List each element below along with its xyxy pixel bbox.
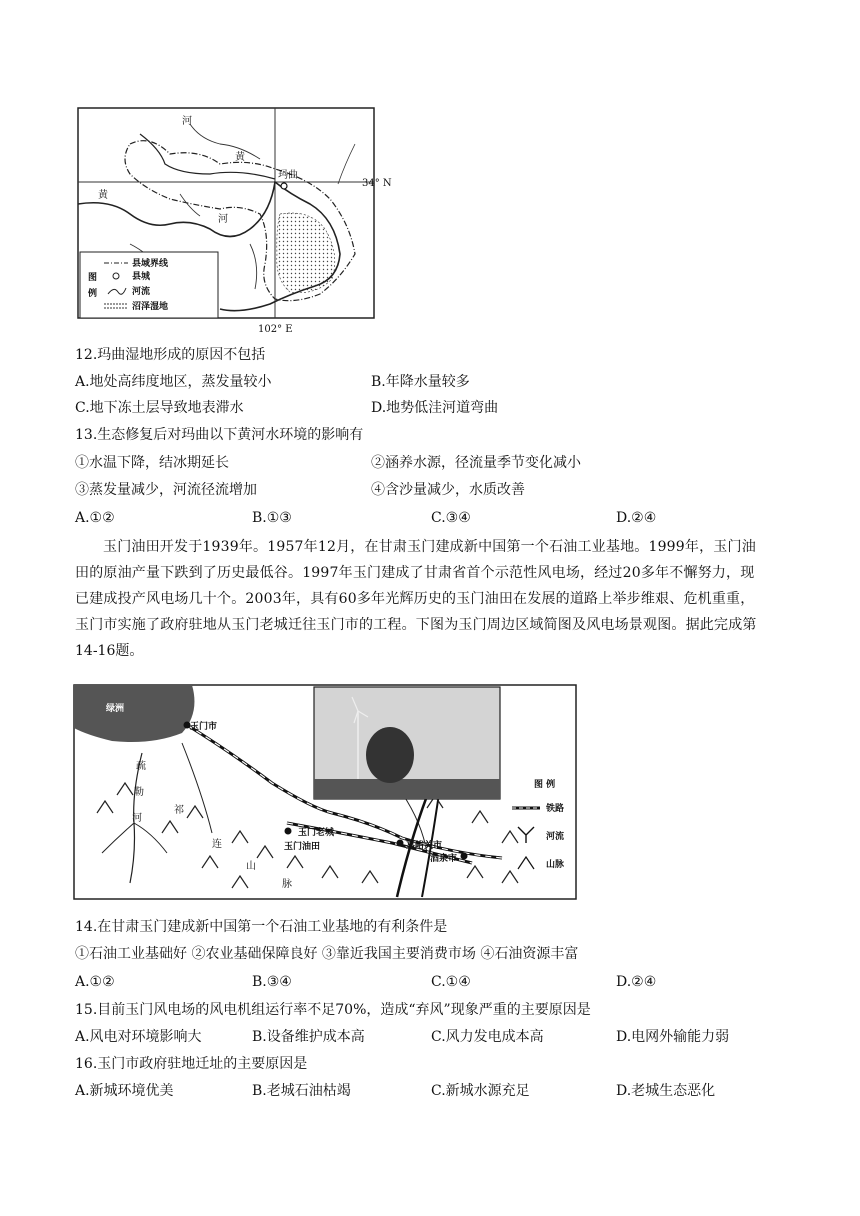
map1-label-river-he-lower: 河 — [218, 214, 228, 225]
q13-stem: 13.生态修复后对玛曲以下黄河水环境的影响有 — [75, 427, 364, 443]
q14-option-d: D.②④ — [616, 974, 657, 990]
q13-choice-1: ①水温下降，结冰期延长 — [75, 455, 229, 471]
q13-choice-2: ②涵养水源，径流量季节变化减小 — [371, 455, 581, 471]
map1-legend — [80, 252, 218, 318]
map1-label-river-huang-left: 黄 — [98, 190, 108, 201]
map2-label-shu: 疏 — [136, 761, 146, 772]
map1-legend-item-3: 沼泽湿地 — [132, 302, 169, 312]
map1-legend-title-1: 图 — [88, 273, 98, 283]
map2-legend-item-1: 河流 — [546, 832, 565, 842]
q13-option-d: D.②④ — [616, 510, 657, 526]
map2-label-old-town: 玉门老城 — [298, 828, 335, 838]
q16-stem: 16.玉门市政府驻地迁址的主要原因是 — [75, 1056, 308, 1072]
q12-option-b: B.年降水量较多 — [371, 374, 470, 390]
q13-choice-4: ④含沙量减少，水质改善 — [371, 482, 525, 498]
map2-label-mai: 脉 — [282, 879, 292, 890]
q14-option-a: A.①② — [75, 974, 115, 990]
map1-latitude-label: 34° N — [362, 178, 392, 189]
wind-farm-photo — [314, 687, 500, 799]
q13-choice-3: ③蒸发量减少，河流径流增加 — [75, 482, 257, 498]
map2-label-jiuquan: 酒泉市 — [430, 854, 458, 864]
passage-line-1: 玉门油田开发于1939年。1957年12月，在甘肃玉门建成新中国第一个石油工业基地。1999年，玉门油 — [103, 539, 756, 555]
map2-label-oasis: 绿洲 — [106, 704, 125, 714]
passage-line-4: 玉门市实施了政府驻地从玉门老城迁往玉门市的工程。下图为玉门周边区域简图及风电场景观图。据此完成第 — [75, 617, 757, 633]
q14-option-b: B.③④ — [252, 974, 292, 990]
q16-option-d: D.老城生态恶化 — [616, 1083, 716, 1099]
q13-option-a: A.①② — [75, 510, 115, 526]
passage-line-3: 已建成投产风电场几十个。2003年，具有60多年光辉历史的玉门油田在发展的道路上举步维艰、危机重重， — [75, 591, 755, 607]
q16-option-c: C.新城水源充足 — [431, 1083, 530, 1099]
q14-option-c: C.①④ — [431, 974, 471, 990]
map2-label-jiayuguan: 嘉峪关市 — [406, 841, 443, 851]
q12-option-a: A.地处高纬度地区，蒸发量较小 — [75, 374, 272, 390]
q15-option-d: D.电网外输能力弱 — [616, 1029, 730, 1045]
map1-legend-item-0: 县域界线 — [132, 259, 169, 269]
q16-option-b: B.老城石油枯竭 — [252, 1083, 351, 1099]
map1-legend-item-2: 河流 — [132, 287, 151, 297]
q15-option-c: C.风力发电成本高 — [431, 1029, 544, 1045]
q15-option-b: B.设备维护成本高 — [252, 1029, 365, 1045]
q12-option-c: C.地下冻土层导致地表滞水 — [75, 400, 244, 416]
map2-label-le: 勒 — [134, 787, 144, 798]
map2-label-qi: 祁 — [174, 805, 184, 816]
q14-stem: 14.在甘肃玉门建成新中国第一个石油工业基地的有利条件是 — [75, 919, 448, 935]
q16-option-a: A.新城环境优美 — [75, 1083, 174, 1099]
map2-legend-title: 图 例 — [534, 780, 556, 790]
passage-line-5: 14-16题。 — [75, 643, 144, 659]
maqu-wetland-map — [70, 104, 400, 336]
map2-legend-item-2: 山脉 — [546, 860, 565, 870]
passage-line-2: 田的原油产量下跌到了历史最低谷。1997年玉门建成了甘肃省首个示范性风电场，经过20多年不懈努力，现 — [75, 565, 755, 581]
map2-label-yumen-city: 玉门市 — [190, 722, 218, 732]
map1-legend-title-2: 例 — [88, 289, 98, 299]
q13-option-c: C.③④ — [431, 510, 471, 526]
q13-option-b: B.①③ — [252, 510, 292, 526]
q15-option-a: A.风电对环境影响大 — [75, 1029, 202, 1045]
map1-legend-item-1: 县城 — [132, 272, 151, 282]
map2-legend-item-0: 铁路 — [546, 804, 565, 814]
map2-label-he: 河 — [132, 813, 142, 824]
q14-choices: ①石油工业基础好 ②农业基础保障良好 ③靠近我国主要消费市场 ④石油资源丰富 — [75, 946, 579, 962]
map2-label-oilfield: 玉门油田 — [284, 842, 321, 852]
yumen-region-map — [72, 683, 580, 903]
map1-label-river-huang: 黄 — [235, 152, 245, 163]
map2-label-lian: 连 — [212, 839, 222, 850]
map2-label-shan: 山 — [246, 861, 256, 872]
map1-label-maqu: 玛曲 — [278, 170, 298, 181]
map1-label-river-he: 河 — [182, 116, 192, 127]
q15-stem: 15.目前玉门风电场的风电机组运行率不足70%，造成“弃风”现象严重的主要原因是 — [75, 1002, 591, 1018]
map1-longitude-label: 102° E — [258, 324, 293, 335]
q12-stem: 12.玛曲湿地形成的原因不包括 — [75, 347, 266, 363]
q12-option-d: D.地势低洼河道弯曲 — [371, 400, 499, 416]
